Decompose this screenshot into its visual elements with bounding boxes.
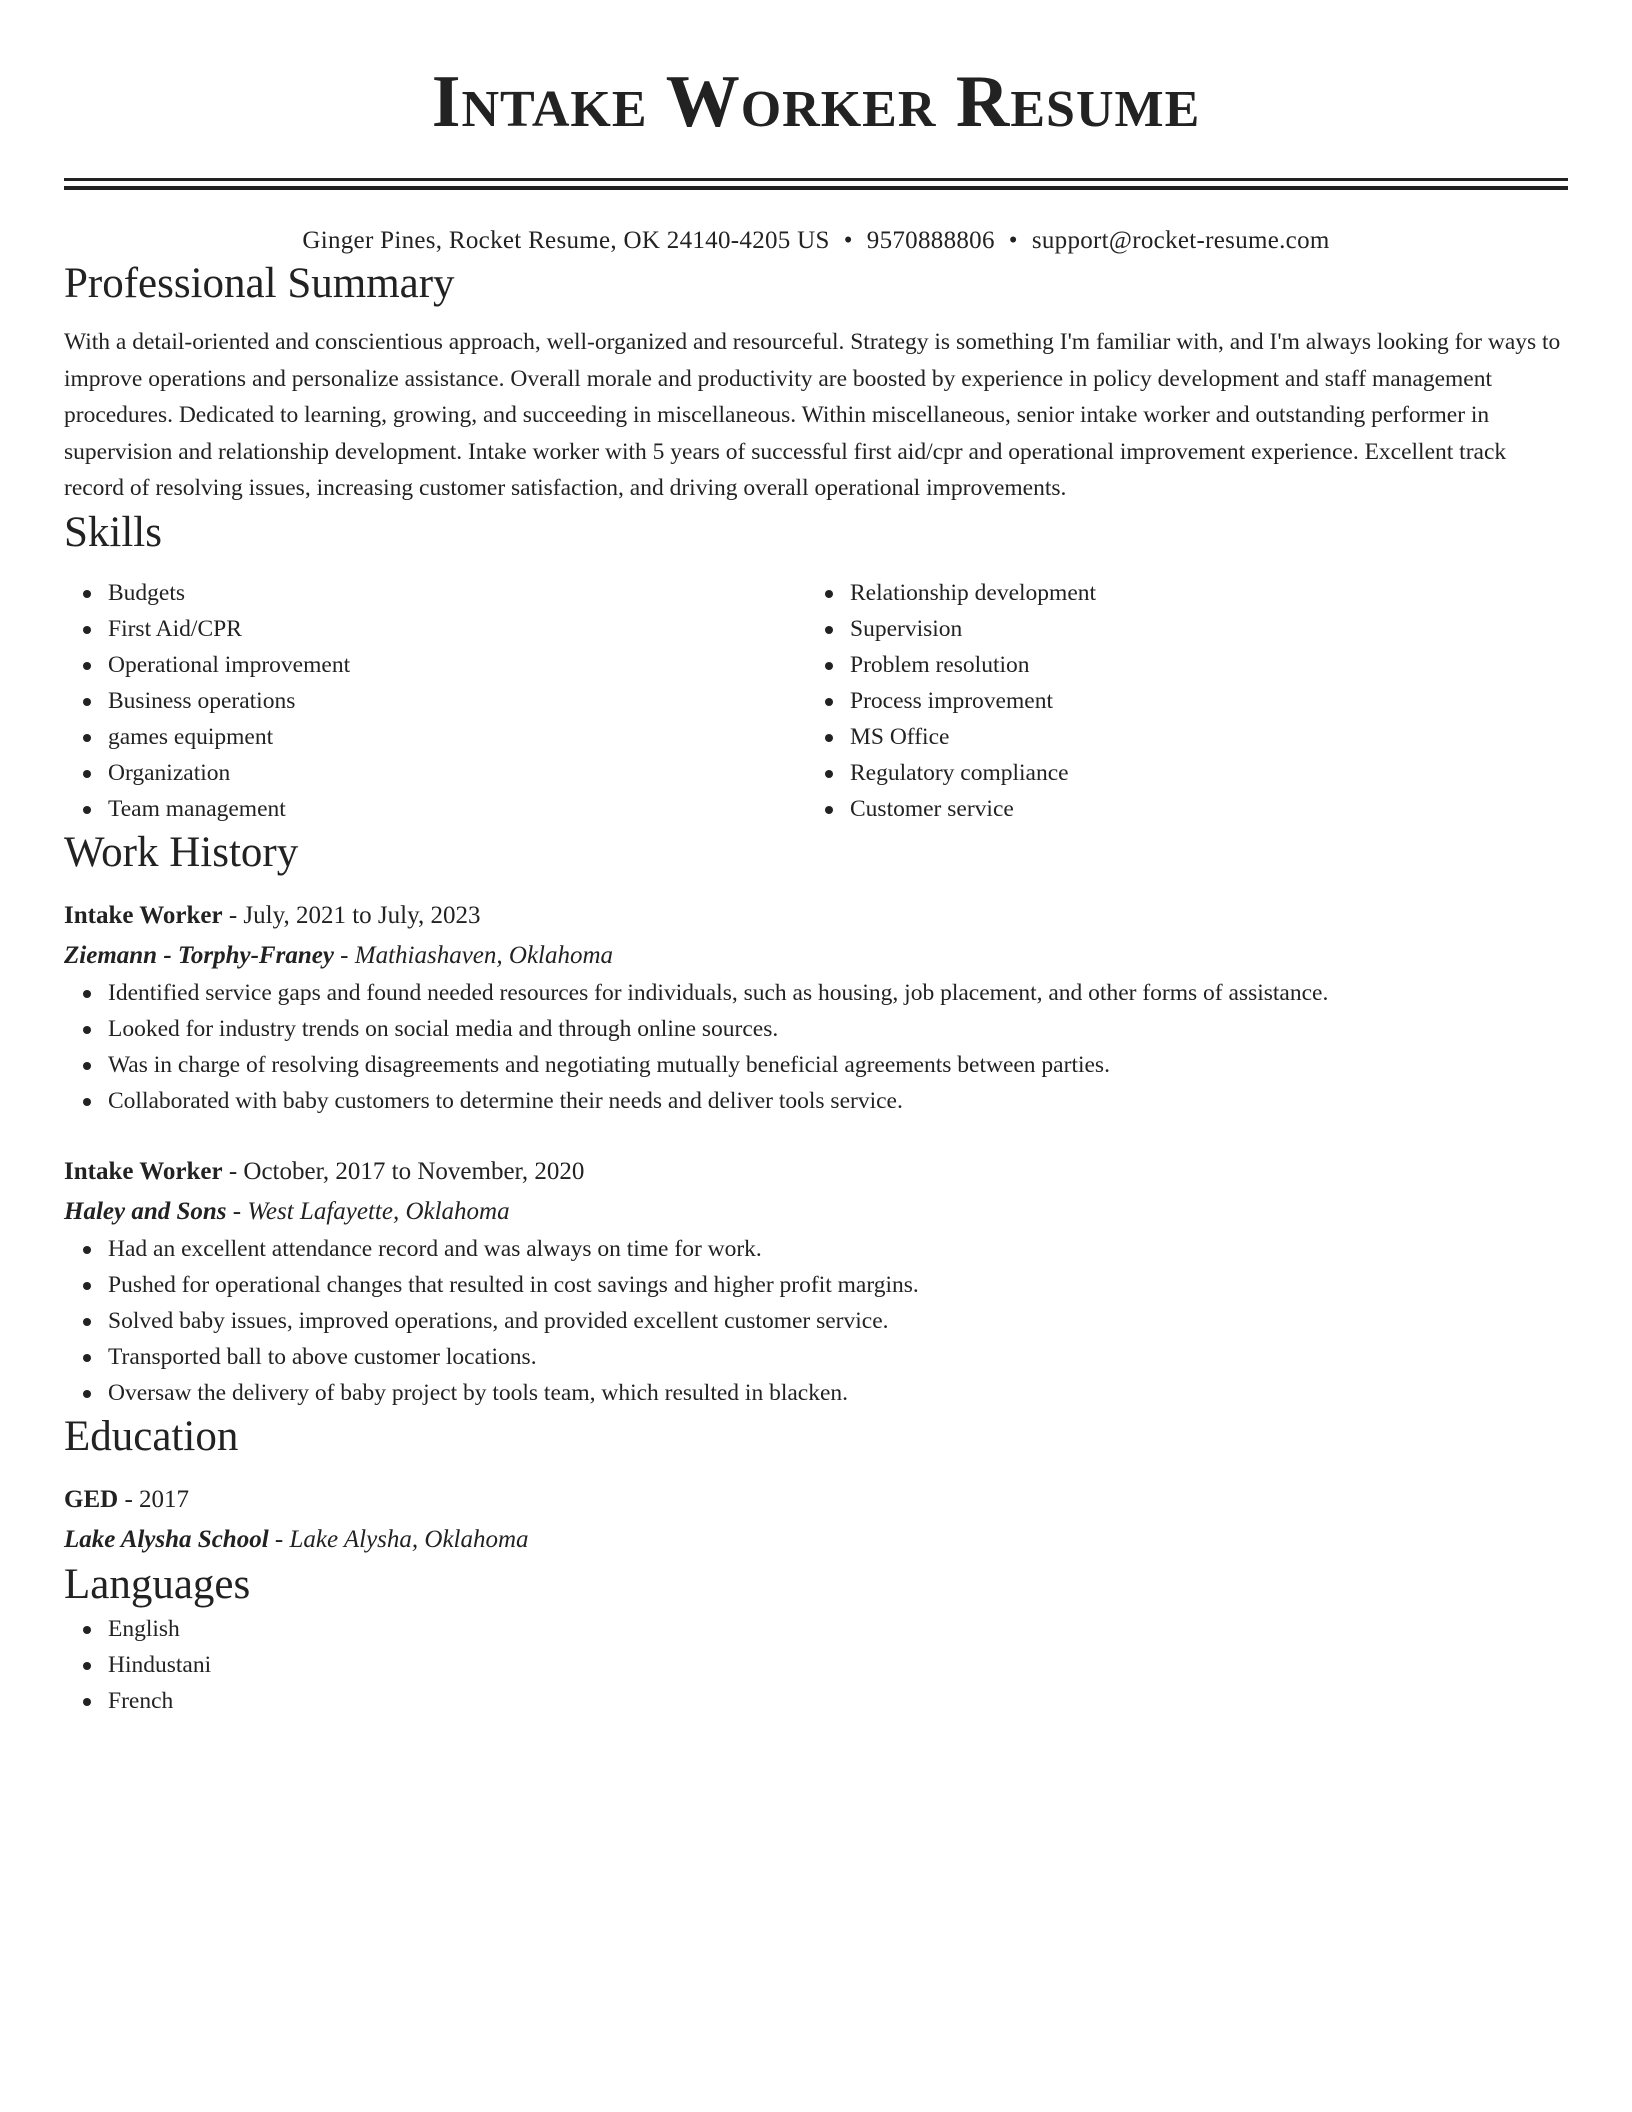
- skills-column-right: [806, 575, 1548, 827]
- job-dates: July, 2021 to July, 2023: [243, 901, 481, 929]
- contact-address: Ginger Pines, Rocket Resume, OK 24140-4205 US: [302, 227, 830, 254]
- job-bullet: Transported ball to above customer locations.: [108, 1339, 1568, 1375]
- company-name: Haley and Sons: [64, 1197, 227, 1225]
- dash: -: [222, 901, 244, 929]
- job-bullet: Solved baby issues, improved operations, and provided excellent customer service.: [108, 1303, 1568, 1339]
- job-entry: [64, 1153, 1568, 1411]
- contact-separator: •: [1008, 227, 1018, 254]
- dash: -: [226, 1197, 248, 1225]
- job-title-line: [64, 1153, 1568, 1191]
- job-bullet: Oversaw the delivery of baby project by tools team, which resulted in blacken.: [108, 1375, 1568, 1411]
- dash: -: [222, 1157, 244, 1185]
- job-bullets: [64, 1231, 1568, 1411]
- company-line: [64, 937, 1568, 975]
- skill-item: Regulatory compliance: [850, 755, 1548, 791]
- job-bullet: Had an excellent attendance record and was always on time for work.: [108, 1231, 1568, 1267]
- skill-item: Process improvement: [850, 683, 1548, 719]
- section-heading-work-history: Work History: [64, 828, 299, 876]
- job-bullet: Collaborated with baby customers to determine their needs and deliver tools service.: [108, 1083, 1568, 1119]
- resume-title: Intake Worker Resume: [431, 61, 1201, 143]
- job-entry: [64, 897, 1568, 1119]
- skill-item: Organization: [108, 755, 806, 791]
- skill-item: First Aid/CPR: [108, 611, 806, 647]
- dash: -: [268, 1525, 290, 1553]
- job-bullet: Looked for industry trends on social media and through online sources.: [108, 1011, 1568, 1047]
- education-location: Lake Alysha, Oklahoma: [289, 1525, 529, 1553]
- skill-item: MS Office: [850, 719, 1548, 755]
- dash: -: [333, 941, 355, 969]
- contact-separator: •: [843, 227, 853, 254]
- company-line: [64, 1193, 1568, 1231]
- education-degree: GED: [64, 1485, 119, 1513]
- skills-list: [64, 575, 1568, 827]
- contact-line: [64, 224, 1568, 258]
- job-title: Intake Worker: [64, 1157, 223, 1185]
- education-school-line: [64, 1521, 1568, 1559]
- education-school: Lake Alysha School: [64, 1525, 269, 1553]
- dash: -: [118, 1485, 140, 1513]
- education-year: 2017: [139, 1485, 190, 1513]
- skill-item: games equipment: [108, 719, 806, 755]
- company-location: West Lafayette, Oklahoma: [247, 1197, 510, 1225]
- language-item: Hindustani: [108, 1647, 1568, 1683]
- job-dates: October, 2017 to November, 2020: [243, 1157, 585, 1185]
- job-bullet: Pushed for operational changes that resulted in cost savings and higher profit margins.: [108, 1267, 1568, 1303]
- job-bullet: Was in charge of resolving disagreements and negotiating mutually beneficial agreements between parties.: [108, 1047, 1568, 1083]
- skills-column-left: [64, 575, 806, 827]
- languages-list: [64, 1611, 1568, 1719]
- job-title: Intake Worker: [64, 901, 223, 929]
- contact-email: support@rocket-resume.com: [1031, 227, 1330, 254]
- language-item: English: [108, 1611, 1568, 1647]
- skill-item: Operational improvement: [108, 647, 806, 683]
- contact-phone: 9570888806: [866, 227, 995, 254]
- company-location: Mathiashaven, Oklahoma: [354, 941, 614, 969]
- job-bullet: Identified service gaps and found needed resources for individuals, such as housing, job placement, and other forms of assistance.: [108, 975, 1568, 1011]
- skill-item: Customer service: [850, 791, 1548, 827]
- section-heading-summary: Professional Summary: [64, 260, 455, 307]
- job-bullets: [64, 975, 1568, 1119]
- section-heading-education: Education: [64, 1412, 239, 1460]
- summary-text: With a detail-oriented and conscientious approach, well-organized and resourceful. Strategy is something I'm familiar with, and I'm always looking for ways to improve operations and personalize assistance. Overall morale and productivity are boosted by experience in policy development and staff management procedures. Dedicated to learning, growing, and succeeding in miscellaneous. Within miscellaneous, senior intake worker and outstanding performer in supervision and relationship development. Intake worker with 5 years of successful first aid/cpr and operational improvement experience. Excellent track record of resolving issues, increasing customer satisfaction, and driving overall operational improvements.: [64, 329, 1561, 501]
- skill-item: Budgets: [108, 575, 806, 611]
- education-degree-line: [64, 1481, 1568, 1519]
- skill-item: Team management: [108, 791, 806, 827]
- skill-item: Supervision: [850, 611, 1548, 647]
- section-heading-languages: Languages: [64, 1560, 251, 1608]
- skill-item: Business operations: [108, 683, 806, 719]
- title-divider: [64, 178, 1568, 190]
- skill-item: Problem resolution: [850, 647, 1548, 683]
- section-heading-skills: Skills: [64, 508, 162, 556]
- job-title-line: [64, 897, 1568, 935]
- company-name: Ziemann - Torphy-Franey: [64, 941, 334, 969]
- skill-item: Relationship development: [850, 575, 1548, 611]
- language-item: French: [108, 1683, 1568, 1719]
